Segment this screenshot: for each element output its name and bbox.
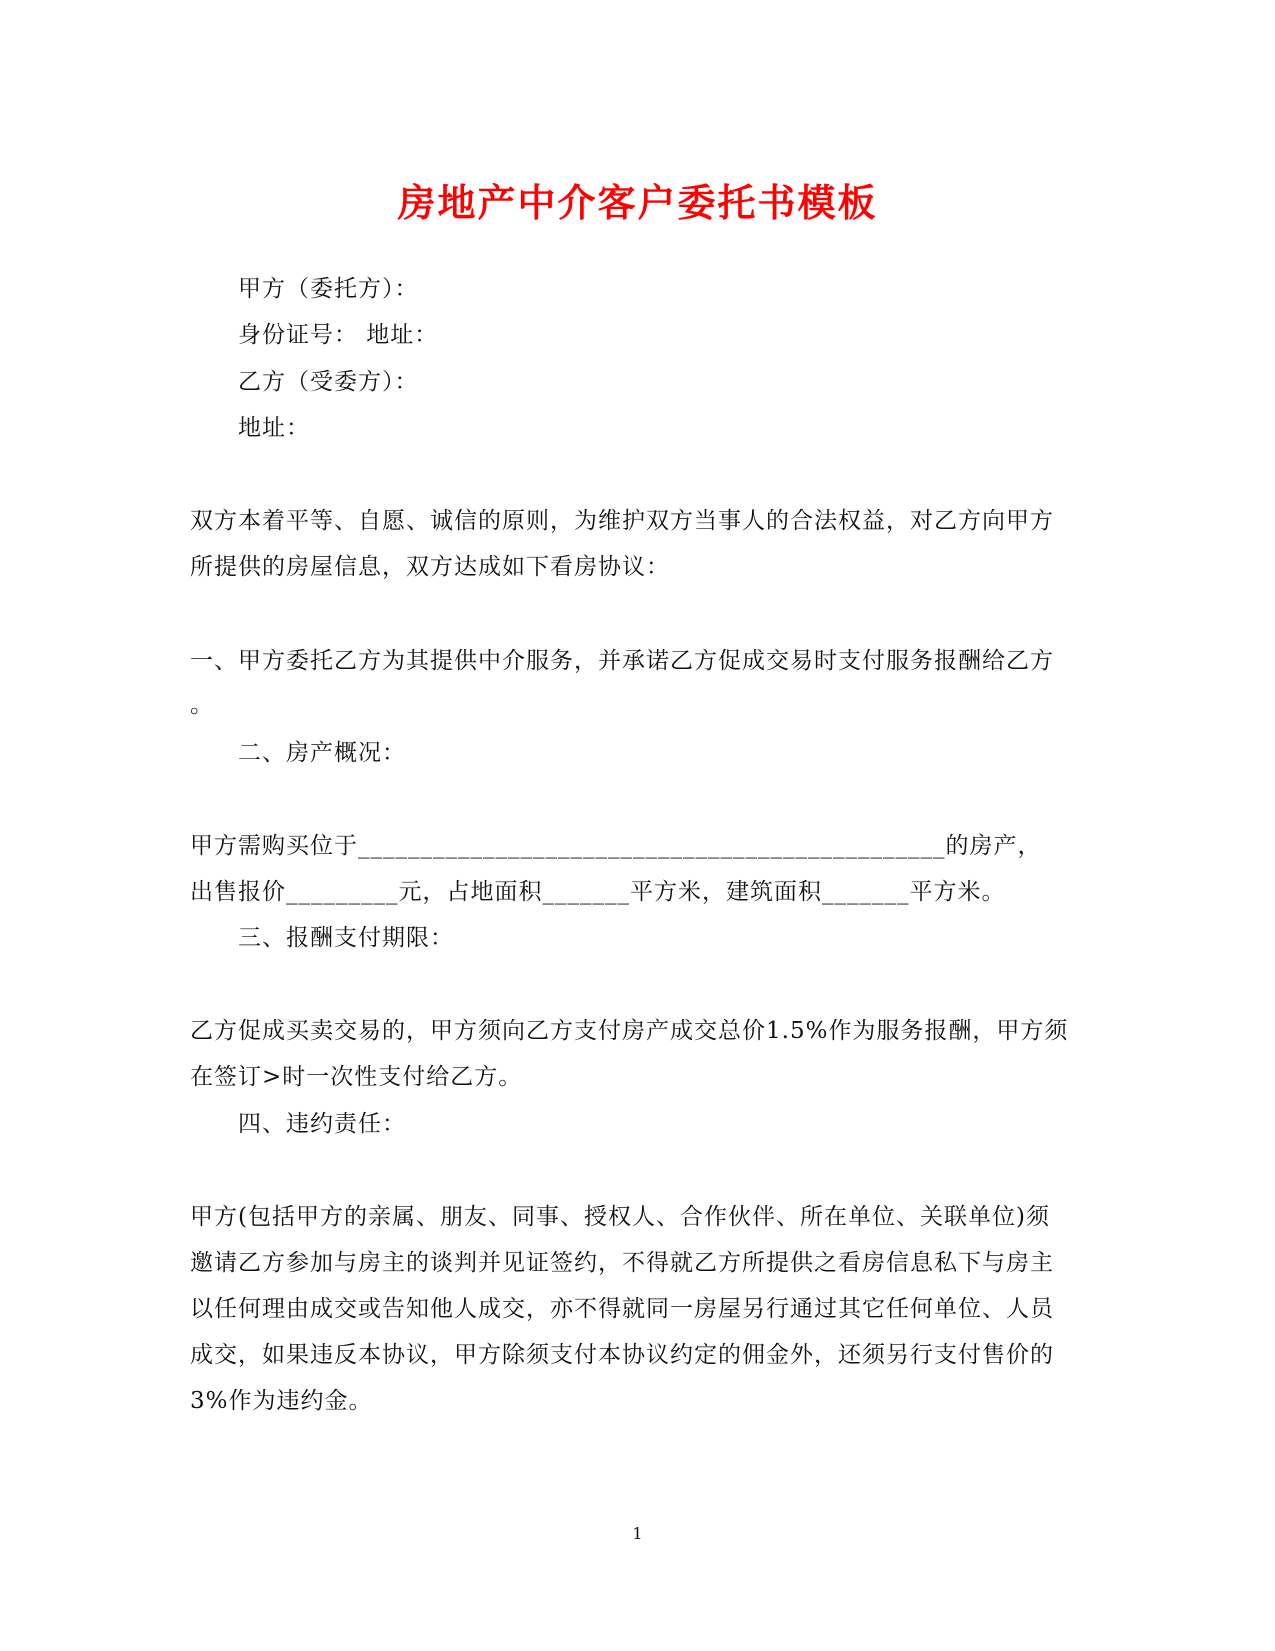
clause1-line-2: 。 bbox=[190, 692, 214, 718]
clause2-heading: 二、房产概况： bbox=[238, 740, 406, 766]
preamble-line-2: 所提供的房屋信息，双方达成如下看房协议： bbox=[190, 554, 670, 580]
clause4-line-4: 成交，如果违反本协议，甲方除须支付本协议约定的佣金外，还须另行支付售价的 bbox=[190, 1342, 1054, 1368]
party-a-label: 甲方（委托方）： bbox=[238, 276, 419, 302]
clause2-line-2: 出售报价_________元，占地面积_______平方米，建筑面积_______平方米。 bbox=[190, 879, 1006, 905]
clause1-line-1: 一、甲方委托乙方为其提供中介服务，并承诺乙方促成交易时支付服务报酬给乙方 bbox=[190, 648, 1054, 674]
clause2-line-1: 甲方需购买位于_______________________________________________的房产， bbox=[190, 833, 1042, 859]
document-title: 房地产中介客户委托书模板 bbox=[397, 180, 878, 225]
clause4-heading: 四、违约责任： bbox=[238, 1111, 406, 1137]
clause4-line-1: 甲方(包括甲方的亲属、朋友、同事、授权人、合作伙伴、所在单位、关联单位)须 bbox=[190, 1204, 1050, 1230]
id-address-label: 身份证号： 地址： bbox=[238, 322, 439, 348]
clause4-line-2: 邀请乙方参加与房主的谈判并见证签约，不得就乙方所提供之看房信息私下与房主 bbox=[190, 1250, 1054, 1276]
address-label: 地址： bbox=[238, 415, 310, 441]
clause3-heading: 三、报酬支付期限： bbox=[238, 925, 454, 951]
party-b-label: 乙方（受委方）： bbox=[238, 369, 419, 395]
clause3-line-1: 乙方促成买卖交易的，甲方须向乙方支付房产成交总价1.5%作为服务报酬，甲方须 bbox=[190, 1018, 1069, 1044]
page-number: 1 bbox=[632, 1524, 643, 1543]
clause4-line-5: 3%作为违约金。 bbox=[190, 1388, 373, 1414]
preamble-line-1: 双方本着平等、自愿、诚信的原则，为维护双方当事人的合法权益，对乙方向甲方 bbox=[190, 508, 1054, 534]
clause3-line-2: 在签订>时一次性支付给乙方。 bbox=[190, 1064, 523, 1090]
clause4-line-3: 以任何理由成交或告知他人成交，亦不得就同一房屋另行通过其它任何单位、人员 bbox=[190, 1296, 1054, 1322]
